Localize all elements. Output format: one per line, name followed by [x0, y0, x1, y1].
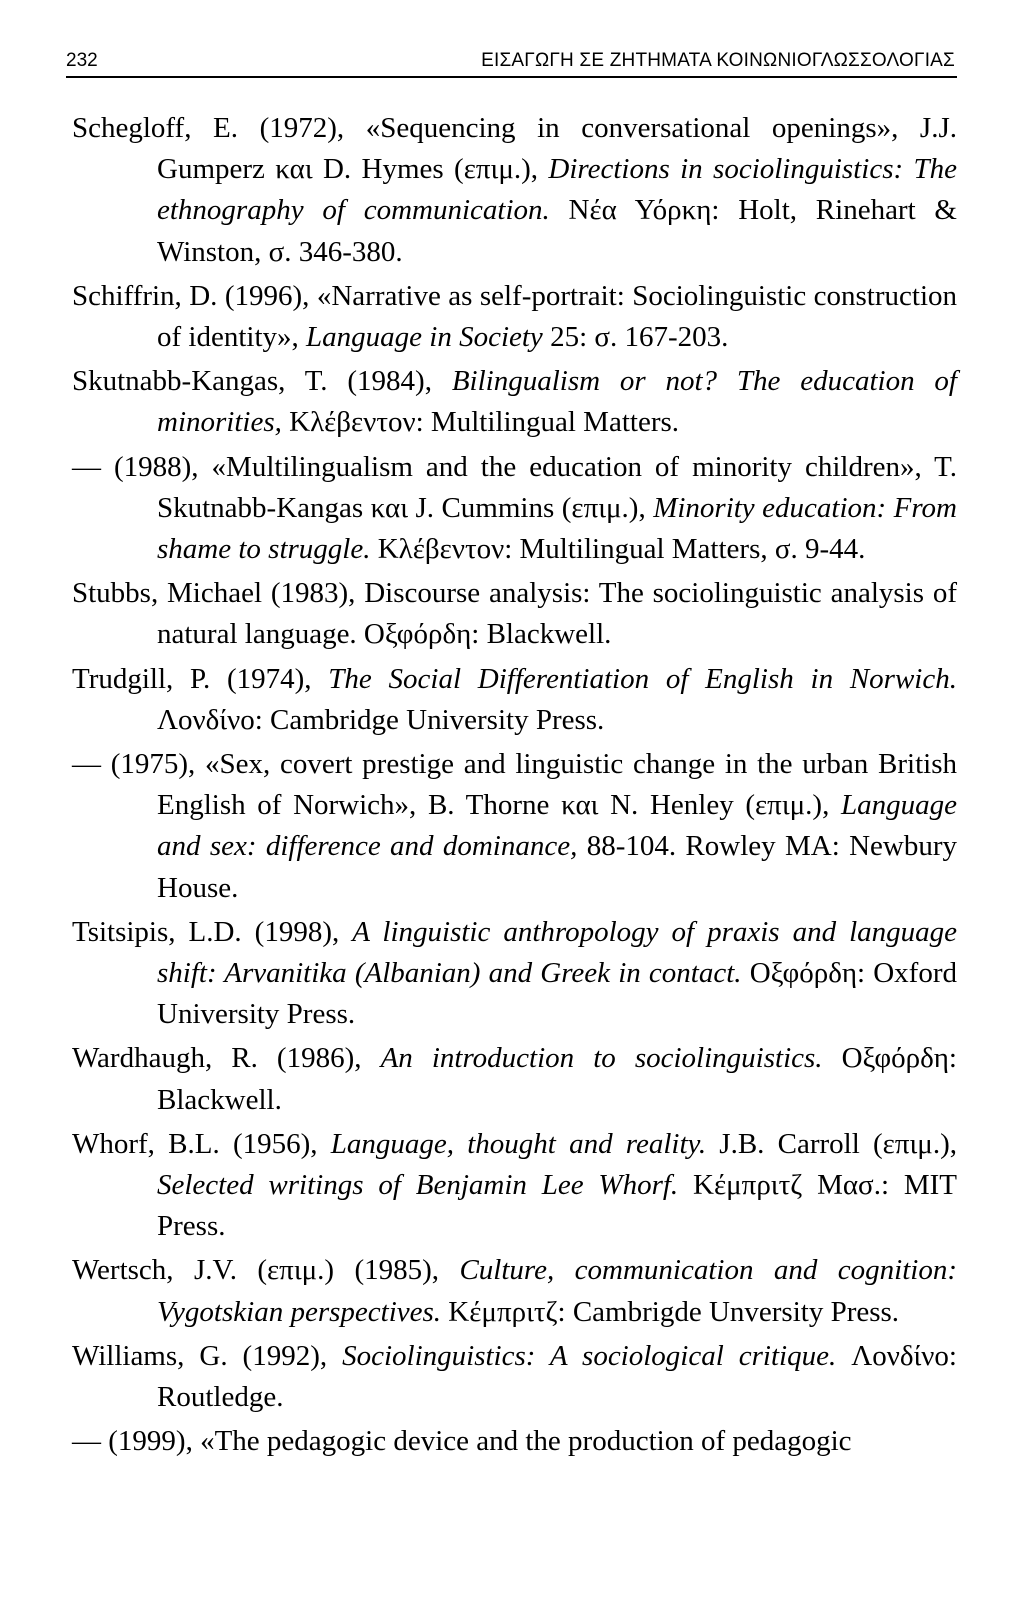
reference-text: Whorf, B.L. (1956), [72, 1127, 331, 1160]
reference-text: Trudgill, P. (1974), [72, 662, 329, 695]
reference-publisher: Λονδίνο: Routledge. [157, 1339, 957, 1414]
reference-entry [72, 659, 957, 741]
reference-publisher: Κέμπριτζ: Cambrigde Unversity Press. [441, 1295, 900, 1328]
reference-text: Tsitsipis, L.D. (1998), [72, 915, 353, 948]
reference-title: Selected writings of Benjamin Lee Whorf. [157, 1169, 679, 1202]
reference-entry [72, 1336, 957, 1418]
reference-title: Bilingualism or not? The education of minorities, [157, 365, 957, 439]
reference-publisher: Κέμπριτζ Μασ.: MIT Press. [157, 1169, 957, 1243]
reference-title: Language and sex: difference and dominance, [157, 789, 957, 863]
reference-text: — (1988), «Multilingualism and the education of minority children», T. Skutnabb-Kangas και J. Cummins (επιμ.), [72, 450, 957, 524]
reference-entry [72, 573, 957, 655]
reference-text: J.B. Carroll (επιμ.), [706, 1127, 958, 1160]
reference-entry [72, 744, 957, 909]
reference-text: Wertsch, J.V. (επιμ.) (1985), [72, 1254, 460, 1287]
running-title: ΕΙΣΑΓΩΓΗ ΣΕ ΖΗΤΗΜΑΤΑ ΚΟΙΝΩΝΙΟΓΛΩΣΣΟΛΟΓΙΑΣ [481, 50, 955, 71]
reference-entry [72, 1124, 957, 1248]
reference-entry [72, 108, 957, 273]
reference-text: Williams, G. (1992), [72, 1339, 343, 1372]
reference-entry [72, 1250, 957, 1332]
reference-title: The Social Differentiation of English in Norwich. [328, 662, 957, 695]
reference-title: Sociolinguistics: A sociological critique. [342, 1339, 837, 1372]
reference-publisher: 88-104. Rowley MA: Newbury House. [157, 830, 957, 904]
reference-publisher: Οξφόρδη: Oxford University Press. [157, 957, 957, 1031]
reference-title: Culture, communication and cognition: Vygotskian perspectives. [157, 1254, 957, 1328]
reference-publisher: Λονδίνο: Cambridge University Press. [157, 703, 605, 736]
reference-publisher: 25: σ. 167-203. [542, 321, 729, 354]
reference-publisher: Οξφόρδη: Blackwell. [157, 1042, 957, 1116]
reference-entry [72, 447, 957, 571]
reference-title: Directions in sociolinguistics: The ethnography of communication. [157, 153, 957, 227]
reference-entry [72, 1038, 957, 1120]
reference-title: An introduction to sociolinguistics. [380, 1042, 823, 1075]
reference-list [72, 108, 957, 1466]
reference-publisher: Κλέβεντον: Multilingual Matters, σ. 9-44. [370, 533, 866, 566]
reference-entry [72, 276, 957, 358]
reference-publisher: Κλέβεντον: Multilingual Matters. [281, 406, 680, 439]
reference-text: Schiffrin, D. (1996), «Narrative as self-portrait: Sociolinguistic construction of identity», [72, 279, 957, 354]
reference-entry [72, 361, 957, 443]
reference-entry [72, 912, 957, 1036]
reference-text: — (1975), «Sex, covert prestige and linguistic change in the urban British English of Norwich», B. Thorne και N. Henley (επιμ.), [72, 748, 957, 822]
reference-title: Language, thought and reality. [330, 1127, 707, 1160]
reference-text: Stubbs, Michael (1983), Discourse analysis: The sociolinguistic analysis of natural language. Οξφόρδη: Blackwell. [72, 577, 957, 651]
page-header [66, 50, 957, 78]
reference-text: Skutnabb-Kangas, T. (1984), [72, 365, 452, 398]
reference-text: Schegloff, E. (1972), «Sequencing in conversational openings», J.J. Gumperz και D. Hymes (επιμ.), [72, 112, 957, 186]
reference-title: A linguistic anthropology of praxis and language shift: Arvanitika (Albanian) and Greek in contact. [157, 915, 957, 990]
reference-publisher: Νέα Υόρκη: Holt, Rinehart & Winston, σ. 346-380. [157, 194, 957, 268]
page-number: 232 [66, 50, 98, 71]
reference-text: Wardhaugh, R. (1986), [72, 1042, 381, 1075]
reference-title: Language in Society [306, 321, 543, 354]
reference-text: — (1999), «The pedagogic device and the production of pedagogic [72, 1425, 852, 1458]
reference-entry [72, 1421, 957, 1462]
reference-title: Minority education: From shame to struggle. [157, 491, 957, 566]
